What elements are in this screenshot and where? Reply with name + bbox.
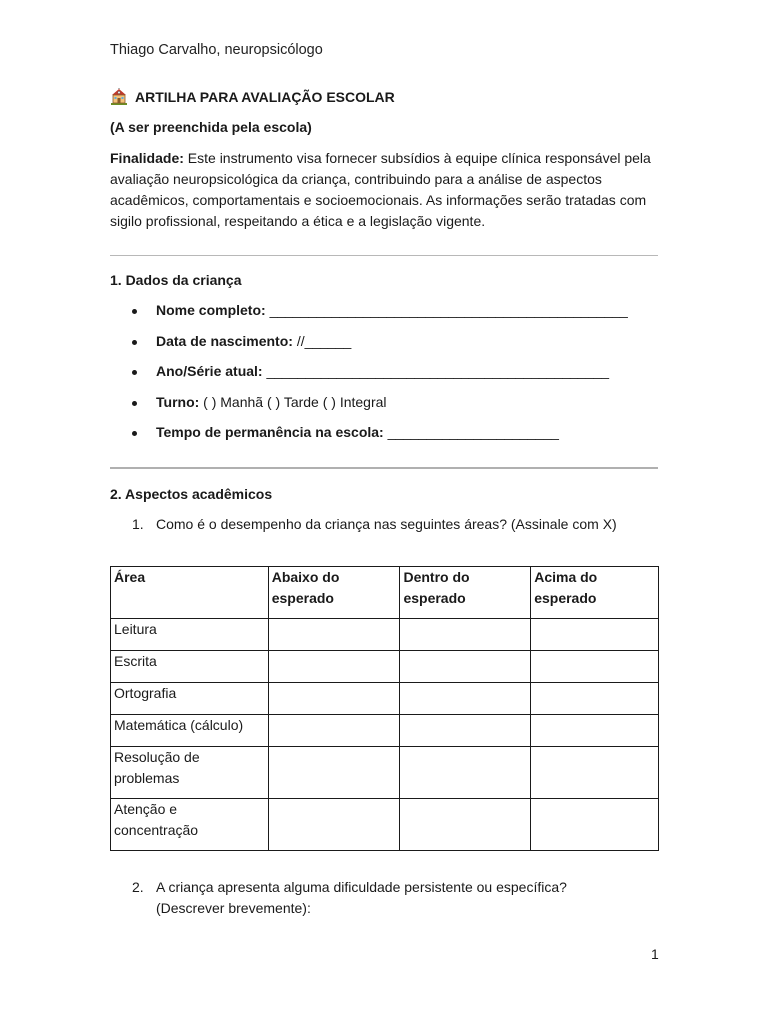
- author-header: Thiago Carvalho, neuropsicólogo: [110, 42, 323, 58]
- question-text: Como é o desempenho da criança nas seguintes áreas? (Assinale com X): [156, 516, 617, 532]
- question-number: 1.: [132, 516, 144, 532]
- field-label: Tempo de permanência na escola:: [156, 424, 384, 440]
- checkbox-cell[interactable]: [400, 651, 531, 683]
- table-header: Abaixo do esperado: [268, 567, 400, 619]
- checkbox-cell[interactable]: [268, 683, 400, 715]
- field-label: Data de nascimento:: [156, 332, 293, 349]
- area-cell: Matemática (cálculo): [111, 715, 269, 747]
- question-text-line-2: (Descrever brevemente):: [156, 900, 311, 916]
- checkbox-cell[interactable]: [531, 715, 659, 747]
- field-label: Turno:: [156, 393, 200, 410]
- title-text: ARTILHA PARA AVALIAÇÃO ESCOLAR: [135, 89, 395, 105]
- bullet-icon: [132, 401, 137, 406]
- field-value[interactable]: ______________________: [383, 424, 559, 440]
- area-cell: Ortografia: [111, 683, 269, 715]
- bullet-icon: [132, 340, 137, 345]
- purpose-text: Este instrumento visa fornecer subsídios à equipe clínica responsável pela avaliação neuropsicológica da criança, contribuindo para a análise de aspectos acadêmicos, comportamentais e socioemocionais. As informações serão tratadas com sigilo profissional, respeitando a ética e a legislação vigente.: [110, 150, 651, 229]
- field-value[interactable]: //______: [292, 332, 352, 349]
- table-row: [111, 747, 659, 799]
- field-value[interactable]: ( ) Manhã ( ) Tarde ( ) Integral: [199, 393, 387, 410]
- area-cell: Escrita: [111, 651, 269, 683]
- question-text: A criança apresenta alguma dificuldade persistente ou específica?: [156, 879, 567, 895]
- area-cell: Leitura: [111, 619, 269, 651]
- bullet-icon: [132, 309, 137, 314]
- page-number: 1: [651, 946, 659, 962]
- divider: [110, 255, 658, 256]
- checkbox-cell[interactable]: [268, 651, 400, 683]
- document-title: [110, 88, 395, 106]
- checkbox-cell[interactable]: [268, 619, 400, 651]
- checkbox-cell[interactable]: [400, 799, 531, 851]
- table-row: [111, 799, 659, 851]
- table-header: Acima do esperado: [531, 567, 659, 619]
- checkbox-cell[interactable]: [400, 715, 531, 747]
- field-value[interactable]: ____________________________________________: [262, 363, 610, 379]
- field-value[interactable]: ______________________________________________: [265, 302, 628, 318]
- field-birth-date[interactable]: [110, 333, 628, 364]
- divider: [110, 467, 658, 469]
- field-label: Ano/Série atual:: [156, 363, 263, 379]
- area-cell: Atenção e concentração: [111, 799, 269, 851]
- field-shift[interactable]: [110, 394, 628, 425]
- checkbox-cell[interactable]: [531, 799, 659, 851]
- table-header: Área: [111, 567, 269, 619]
- bullet-icon: [132, 431, 137, 436]
- checkbox-cell[interactable]: [531, 651, 659, 683]
- field-full-name[interactable]: [110, 302, 628, 333]
- table-row: [111, 619, 659, 651]
- checkbox-cell[interactable]: [400, 747, 531, 799]
- purpose-label: Finalidade:: [110, 150, 184, 166]
- question-number: 2.: [132, 879, 144, 895]
- checkbox-cell[interactable]: [268, 747, 400, 799]
- table-header-row: [111, 567, 659, 619]
- field-label: Nome completo:: [156, 302, 266, 318]
- field-time-at-school[interactable]: [110, 424, 628, 455]
- table-row: [111, 715, 659, 747]
- child-data-list: [110, 302, 628, 455]
- performance-table: [110, 566, 659, 851]
- checkbox-cell[interactable]: [268, 715, 400, 747]
- subtitle: (A ser preenchida pela escola): [110, 119, 312, 135]
- checkbox-cell[interactable]: [531, 683, 659, 715]
- table-row: [111, 651, 659, 683]
- bullet-icon: [132, 370, 137, 375]
- checkbox-cell[interactable]: [268, 799, 400, 851]
- checkbox-cell[interactable]: [400, 619, 531, 651]
- checkbox-cell[interactable]: [531, 619, 659, 651]
- field-school-year[interactable]: [110, 363, 628, 394]
- section-2-title: 2. Aspectos acadêmicos: [110, 486, 273, 502]
- table-header: Dentro do esperado: [400, 567, 531, 619]
- checkbox-cell[interactable]: [400, 683, 531, 715]
- purpose-paragraph: [110, 148, 662, 232]
- school-icon: [110, 88, 128, 106]
- section-1-title: 1. Dados da criança: [110, 272, 242, 288]
- area-cell: Resolução de problemas: [111, 747, 269, 799]
- checkbox-cell[interactable]: [531, 747, 659, 799]
- table-row: [111, 683, 659, 715]
